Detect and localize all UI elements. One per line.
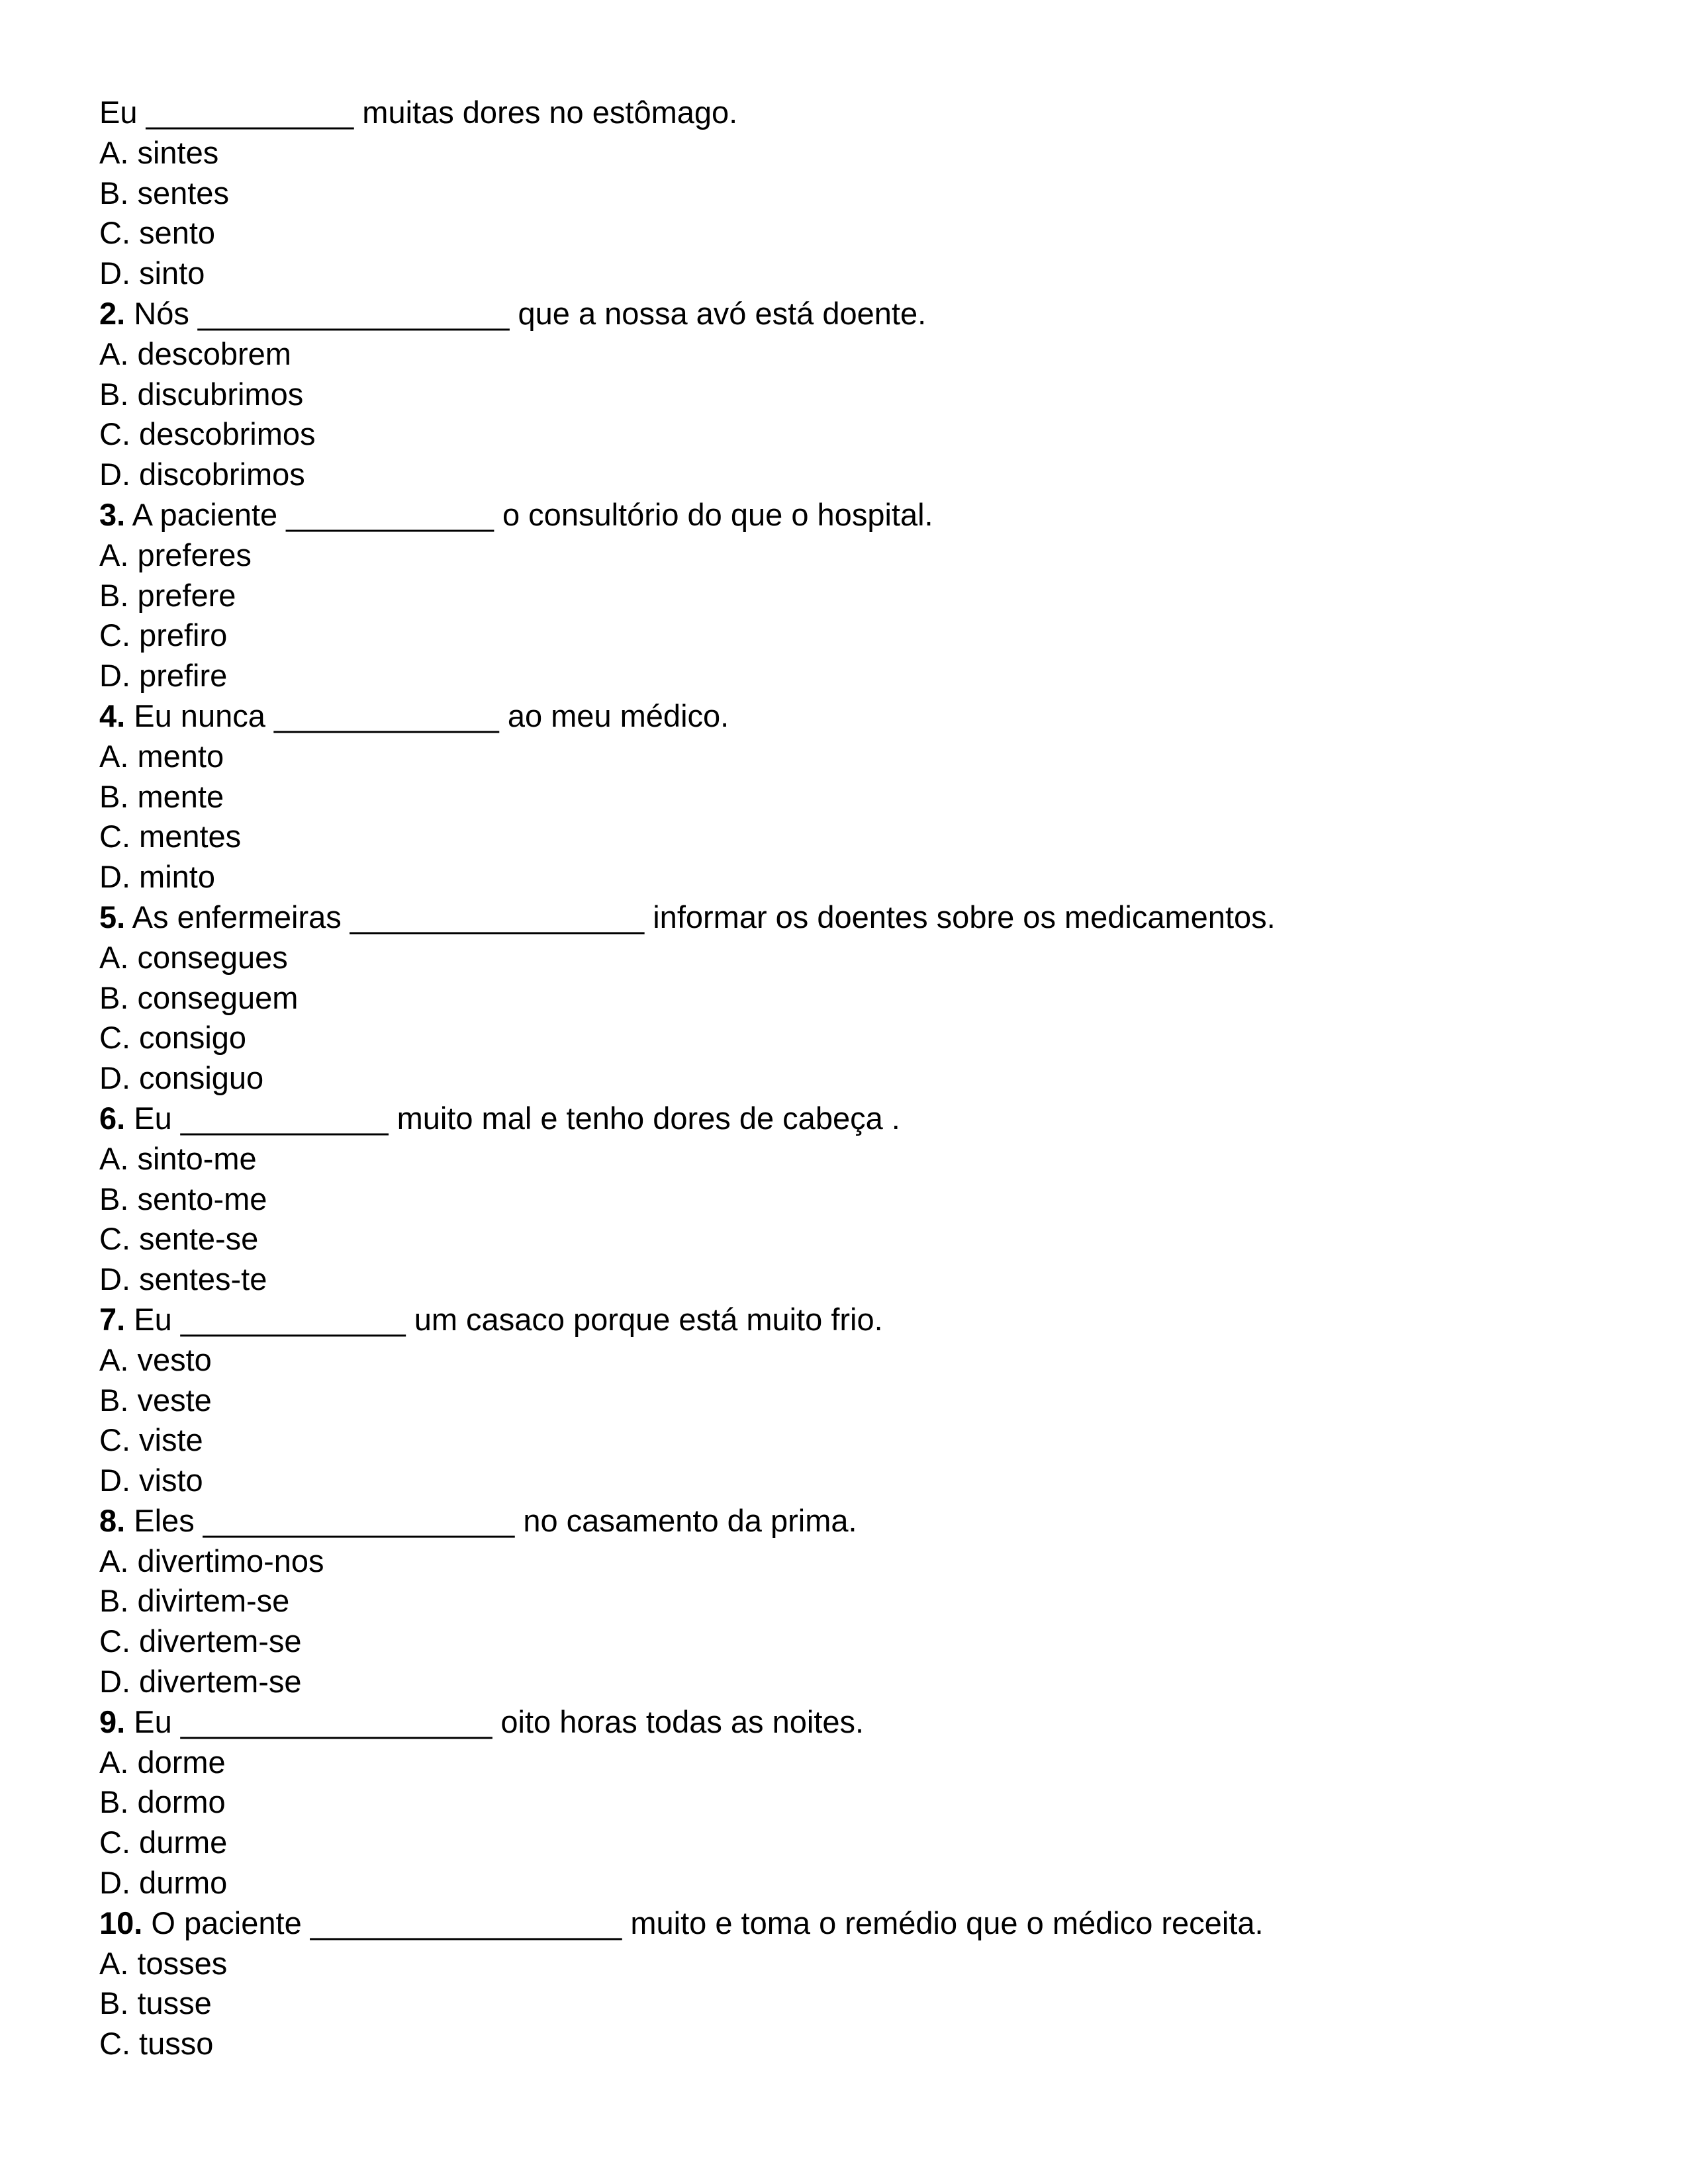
answer-blank: __________________	[203, 1502, 515, 1538]
question-text-after: o consultório do que o hospital.	[502, 496, 933, 532]
question-text-before: Eu	[134, 1301, 172, 1337]
question-text-before: Eu	[99, 95, 138, 130]
answer-option: D. sentes-te	[99, 1261, 267, 1297]
question-text-before: Eu nunca	[134, 698, 265, 733]
answer-option: A. divertimo-nos	[99, 1543, 324, 1578]
question-text-before: Eles	[134, 1502, 195, 1538]
answer-option: B. prefere	[99, 577, 236, 613]
answer-option: C. tusso	[99, 2026, 214, 2062]
answer-blank: __________________	[310, 1905, 622, 1940]
question-text-after: muitas dores no estômago.	[362, 95, 738, 130]
question-stem	[99, 897, 1589, 938]
question-stem	[99, 1099, 1589, 1139]
answer-blank: __________________	[180, 1704, 492, 1739]
answer-blank: ____________	[146, 95, 354, 130]
answer-option: C. descobrimos	[99, 416, 316, 452]
answer-blank: __________________	[197, 295, 510, 331]
answer-option: C. durme	[99, 1825, 228, 1860]
question-number: 3.	[99, 496, 126, 532]
question-number: 4.	[99, 698, 126, 733]
answer-option: B. divirtem-se	[99, 1583, 290, 1619]
answer-option: D. prefire	[99, 658, 228, 694]
question-text-after: um casaco porque está muito frio.	[414, 1301, 883, 1337]
answer-blank: _________________	[350, 899, 645, 934]
question-text-after: oito horas todas as noites.	[500, 1704, 865, 1739]
question-number: 8.	[99, 1502, 126, 1538]
answer-blank: _____________	[273, 698, 499, 733]
answer-option: B. veste	[99, 1382, 212, 1418]
answer-option: A. tosses	[99, 1945, 228, 1981]
answer-option: D. visto	[99, 1463, 203, 1498]
answer-option: A. preferes	[99, 537, 252, 572]
answer-option: C. consigo	[99, 1020, 247, 1056]
question-number: 5.	[99, 899, 126, 934]
answer-option: C. mentes	[99, 819, 242, 854]
answer-option: B. sento-me	[99, 1181, 267, 1216]
answer-blank: _____________	[180, 1301, 406, 1337]
question-number: 2.	[99, 295, 126, 331]
question-text-before: A paciente	[132, 496, 278, 532]
question-stem	[99, 495, 1589, 535]
question-stem	[99, 696, 1589, 737]
worksheet-page	[99, 93, 1589, 2064]
answer-option: A. descobrem	[99, 336, 291, 371]
answer-option: D. durmo	[99, 1865, 228, 1901]
answer-option: A. dorme	[99, 1744, 226, 1780]
question-stem	[99, 1903, 1589, 1944]
question-text-before: Eu	[134, 1100, 172, 1136]
question-text-before: O paciente	[151, 1905, 302, 1940]
question-stem	[99, 93, 1589, 133]
question-stem	[99, 1300, 1589, 1340]
answer-option: C. sente-se	[99, 1221, 259, 1257]
answer-option: C. sento	[99, 215, 216, 251]
question-text-before: Nós	[134, 295, 189, 331]
question-text-before: As enfermeiras	[132, 899, 342, 934]
question-number: 6.	[99, 1100, 126, 1136]
answer-option: B. mente	[99, 778, 224, 814]
answer-option: A. consegues	[99, 939, 288, 975]
answer-blank: ____________	[286, 496, 494, 532]
answer-option: B. dormo	[99, 1784, 226, 1820]
question-text-after: muito e toma o remédio que o médico receita.	[630, 1905, 1264, 1940]
answer-option: A. vesto	[99, 1342, 212, 1377]
answer-option: C. prefiro	[99, 617, 228, 653]
answer-option: D. consiguo	[99, 1060, 264, 1096]
answer-option: A. mento	[99, 738, 224, 774]
answer-option: B. conseguem	[99, 979, 299, 1015]
answer-option: D. divertem-se	[99, 1664, 302, 1700]
question-text-after: no casamento da prima.	[523, 1502, 857, 1538]
answer-option: D. sinto	[99, 255, 205, 291]
answer-option: A. sintes	[99, 134, 219, 170]
question-number: 7.	[99, 1301, 126, 1337]
answer-option: D. minto	[99, 859, 215, 895]
answer-option: C. viste	[99, 1422, 203, 1458]
answer-blank: ____________	[180, 1100, 389, 1136]
answer-option: B. discubrimos	[99, 376, 304, 412]
question-text-after: que a nossa avó está doente.	[518, 295, 927, 331]
answer-option: B. tusse	[99, 1985, 212, 2021]
question-number: 10.	[99, 1905, 143, 1940]
answer-option: A. sinto-me	[99, 1140, 257, 1176]
answer-option: D. discobrimos	[99, 457, 305, 492]
question-stem	[99, 1702, 1589, 1743]
question-number: 9.	[99, 1704, 126, 1739]
question-text-before: Eu	[134, 1704, 172, 1739]
question-text-after: muito mal e tenho dores de cabeça .	[397, 1100, 900, 1136]
question-text-after: informar os doentes sobre os medicamentos.	[653, 899, 1276, 934]
question-text-after: ao meu médico.	[507, 698, 729, 733]
question-stem	[99, 1501, 1589, 1541]
answer-option: C. divertem-se	[99, 1623, 302, 1659]
question-stem	[99, 294, 1589, 334]
answer-option: B. sentes	[99, 175, 229, 210]
